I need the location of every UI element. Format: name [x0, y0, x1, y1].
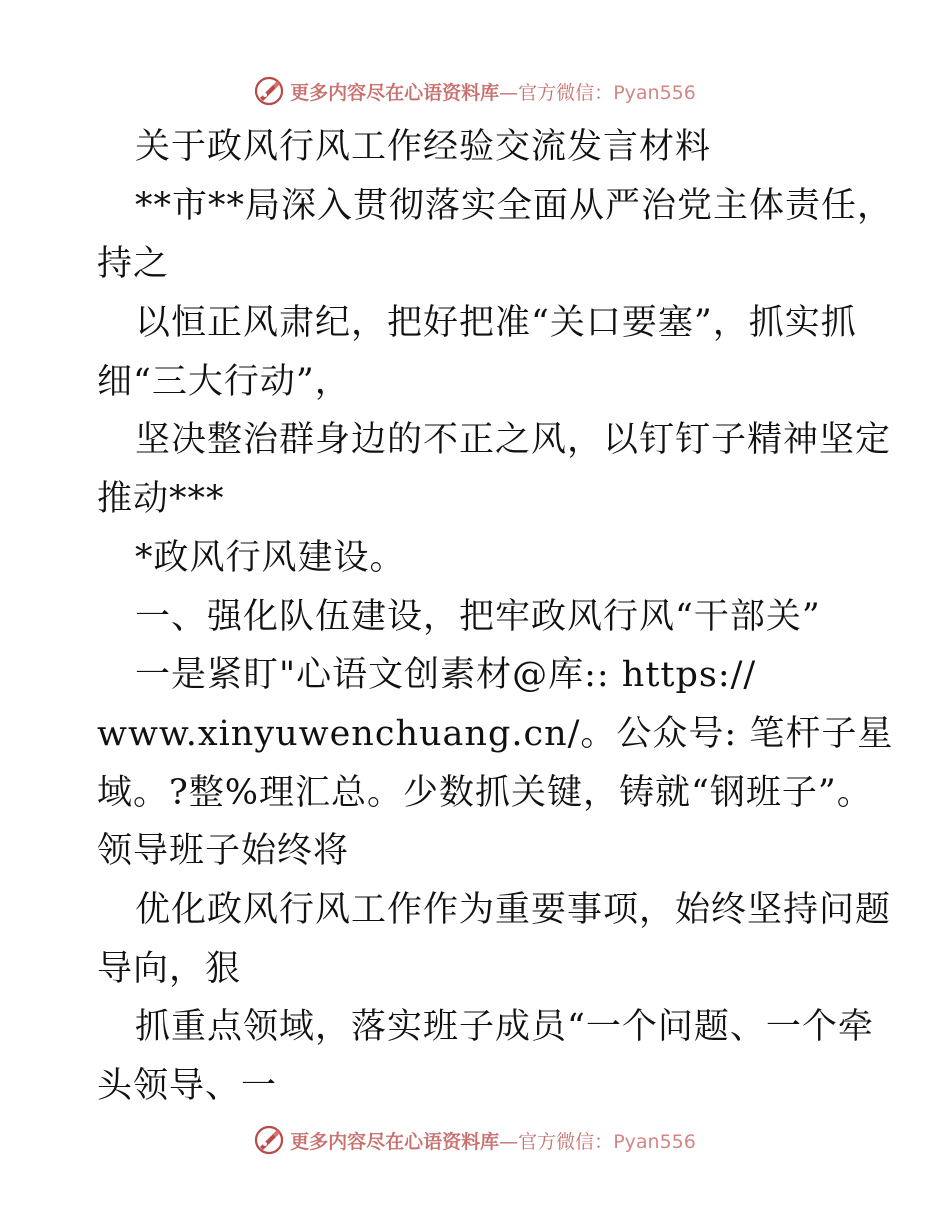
- watermark-id: Pyan556: [613, 81, 696, 104]
- paragraph-line: 导向，狠: [97, 948, 242, 989]
- header-watermark: [0, 74, 950, 108]
- paragraph-line: 抓重点领域，落实班子成员“一个问题、一个牵: [135, 1007, 874, 1048]
- paragraph-line: 一是紧盯"心语文创素材@库:: https://: [135, 655, 757, 696]
- paragraph-line: 坚决整治群身边的不正之风，以钉钉子精神坚定: [135, 420, 892, 461]
- paragraph-line: **市**局深入贯彻落实全面从严治党主体责任，: [135, 185, 894, 226]
- paragraph-line: *政风行风建设。: [135, 537, 406, 578]
- pen-logo-icon: [254, 76, 284, 106]
- footer-watermark: [0, 1123, 950, 1157]
- paragraph-line: 推动***: [97, 479, 225, 520]
- section-heading: 一、强化队伍建设，把牢政风行风“干部关”: [135, 596, 821, 637]
- watermark-text: [290, 78, 696, 105]
- paragraph-line: 以恒正风肃纪，把好把准“关口要塞”，抓实抓: [135, 303, 857, 344]
- paragraph-line: 优化政风行风工作作为重要事项，始终坚持问题: [135, 889, 892, 930]
- watermark-id: Pyan556: [613, 1130, 696, 1153]
- watermark-text: [290, 1127, 696, 1154]
- watermark-label: 官方微信：: [518, 81, 614, 104]
- watermark-brand: 更多内容尽在心语资料库: [290, 1130, 500, 1153]
- doc-title: 关于政风行风工作经验交流发言材料: [135, 127, 712, 167]
- watermark-dash: —: [499, 81, 519, 104]
- paragraph-line: 领导班子始终将: [97, 831, 350, 872]
- paragraph-line: 头领导、一: [97, 1066, 278, 1106]
- pen-logo-icon: [254, 1125, 284, 1155]
- watermark-brand: 更多内容尽在心语资料库: [290, 81, 500, 104]
- paragraph-line: 细“三大行动”，: [97, 361, 351, 402]
- watermark-dash: —: [499, 1130, 519, 1153]
- document-body: [97, 118, 894, 1116]
- paragraph-line: 持之: [97, 244, 170, 285]
- paragraph-line: 域。?整%理汇总。少数抓关键，铸就“钢班子”。: [97, 772, 873, 813]
- paragraph-line-url: www.xinyuwenchuang.cn/。公众号: 笔杆子星: [97, 713, 894, 754]
- watermark-label: 官方微信：: [518, 1130, 614, 1153]
